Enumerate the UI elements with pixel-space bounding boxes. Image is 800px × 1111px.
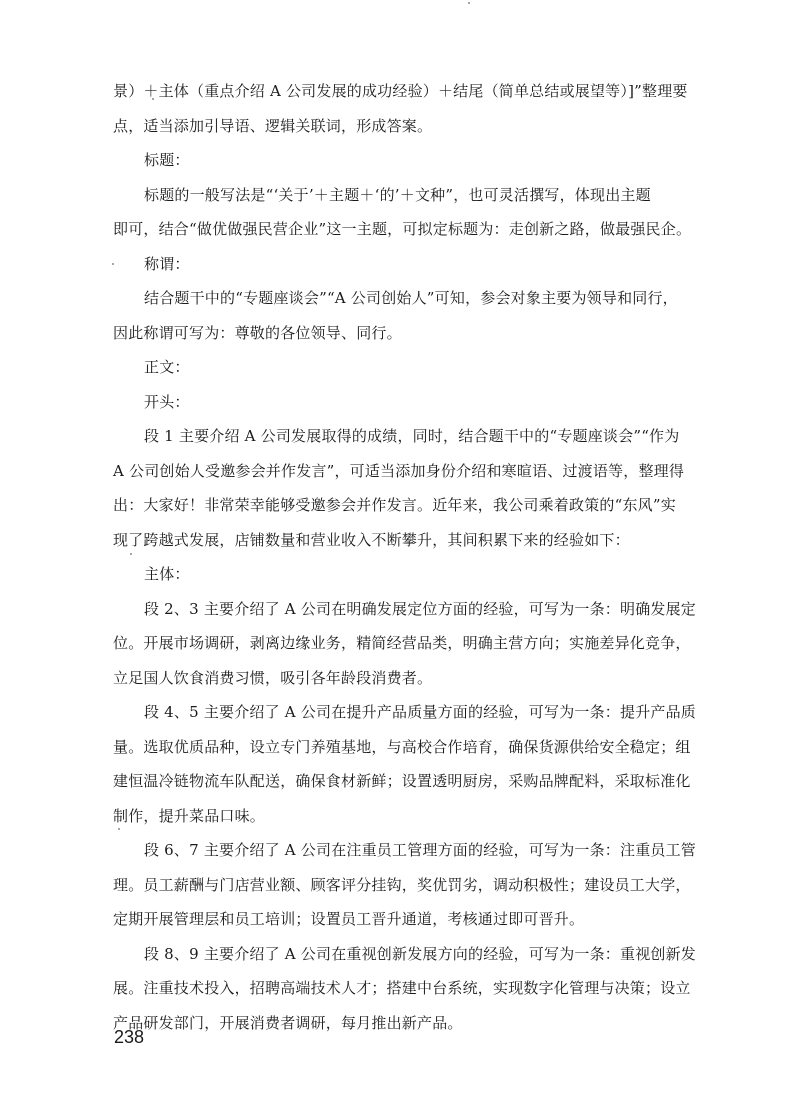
text-line: 现了跨越式发展，店铺数量和营业收入不断攀升，其间积累下来的经验如下： xyxy=(113,530,630,549)
scan-speck xyxy=(468,2,470,4)
text-line: 位。开展市场调研，剥离边缘业务，精简经营品类，明确主营方向；实施差异化竞争， xyxy=(113,634,691,652)
body-text xyxy=(113,74,696,1040)
text-line: 点，适当添加引导语、逻辑关联词，形成答案。 xyxy=(113,116,433,135)
text-line: 景）＋主体（重点介绍 A 公司发展的成功经验）＋结尾（简单总结或展望等）]”整理要 xyxy=(113,82,688,100)
section-heading: 主体： xyxy=(144,565,190,583)
page-number: 238 xyxy=(114,1027,145,1047)
section-heading: 称谓： xyxy=(144,254,190,273)
text-line: 因此称谓可写为：尊敬的各位领导、同行。 xyxy=(113,323,402,342)
text-line: 制作，提升菜品口味。 xyxy=(113,806,266,825)
section-heading: 正文： xyxy=(144,358,190,376)
text-line: 标题的一般写法是“‘关于’＋主题＋‘的’＋文种”，也可灵活撰写，体现出主题 xyxy=(144,185,651,204)
text-line: 理。员工薪酬与门店营业额、顾客评分挂钩，奖优罚劣，调动积极性；建设员工大学， xyxy=(113,875,691,894)
text-line: 立足国人饮食消费习惯，吸引各年龄段消费者。 xyxy=(113,668,433,687)
text-line: 结合题干中的“专题座谈会”“A 公司创始人”可知，参会对象主要为领导和同行， xyxy=(144,289,678,307)
text-line: 段 2、3 主要介绍了 A 公司在明确发展定位方面的经验，可写为一条：明确发展定 xyxy=(144,599,696,618)
text-line: 建恒温冷链物流车队配送，确保食材新鲜；设置透明厨房，采购品牌配料，采取标准化 xyxy=(113,772,691,790)
text-line: 段 6、7 主要介绍了 A 公司在注重员工管理方面的经验，可写为一条：注重员工管 xyxy=(144,841,696,859)
text-line: 出：大家好！非常荣幸能够受邀参会并作发言。近年来，我公司乘着政策的“东风”实 xyxy=(113,496,676,514)
text-line: 段 8、9 主要介绍了 A 公司在重视创新发展方向的经验，可写为一条：重视创新发 xyxy=(144,944,696,963)
text-line: 段 4、5 主要介绍了 A 公司在提升产品质量方面的经验，可写为一条：提升产品质 xyxy=(144,703,696,721)
section-heading: 标题： xyxy=(144,151,190,169)
text-line: 段 1 主要介绍 A 公司发展取得的成绩，同时，结合题干中的“专题座谈会”“作为 xyxy=(144,427,680,445)
section-heading: 开头： xyxy=(144,392,190,411)
text-line: 展。注重技术投入，招聘高端技术人才；搭建中台系统，实现数字化管理与决策；设立 xyxy=(113,979,691,997)
text-line: 即可，结合“做优做强民营企业”这一主题，可拟定标题为：走创新之路，做最强民企。 xyxy=(113,220,692,238)
text-line: 定期开展管理层和员工培训；设置员工晋升通道，考核通过即可晋升。 xyxy=(113,910,585,928)
text-line: 产品研发部门，开展消费者调研，每月推出新产品。 xyxy=(113,1013,463,1032)
text-line: A 公司创始人受邀参会并作发言”，可适当添加身份介绍和寒暄语、过渡语等，整理得 xyxy=(113,461,685,480)
text-line: 量。选取优质品种，设立专门养殖基地，与高校合作培育，确保货源供给安全稳定；组 xyxy=(113,737,691,756)
